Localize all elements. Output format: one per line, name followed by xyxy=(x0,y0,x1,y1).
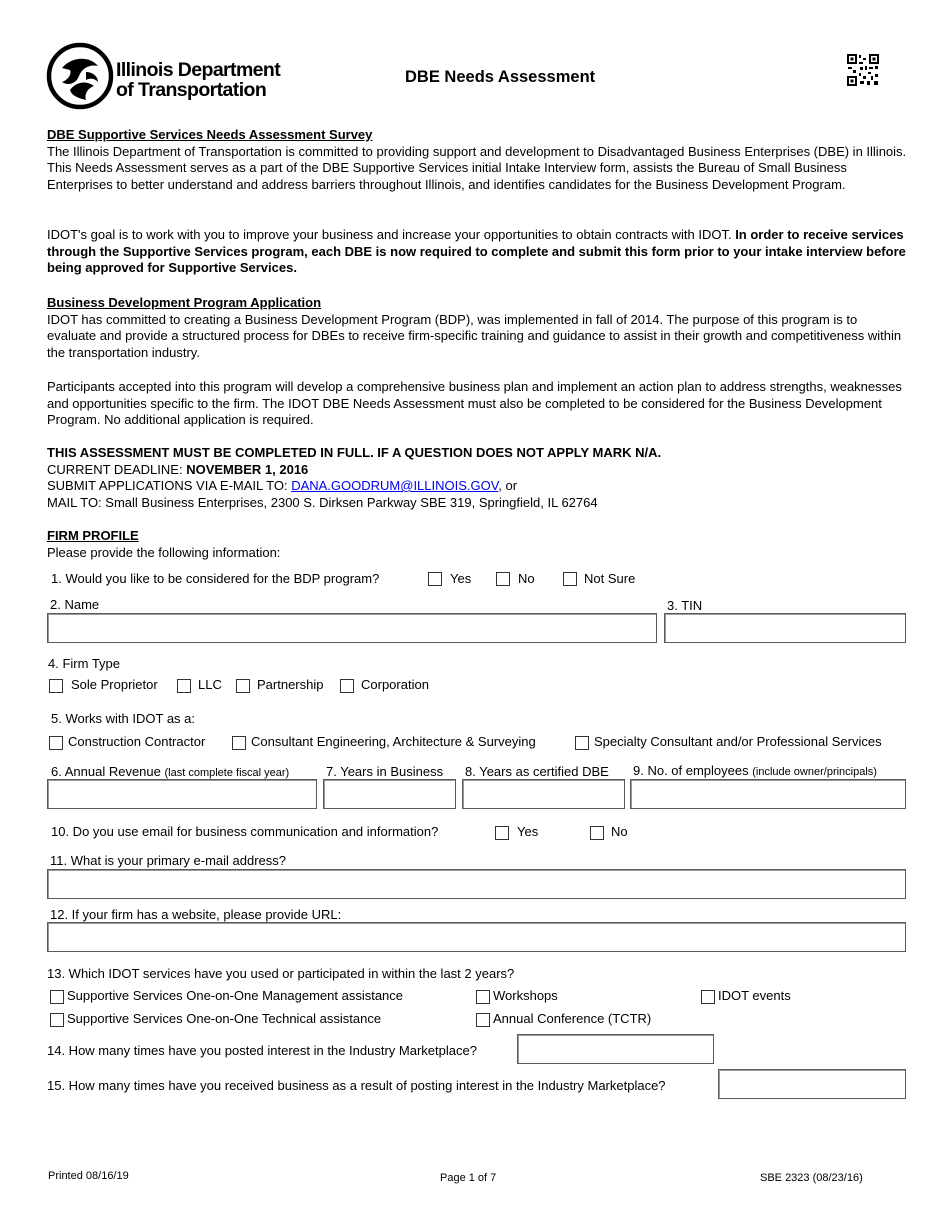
q13-conference-checkbox[interactable] xyxy=(476,1013,490,1027)
marketplace-business-field[interactable] xyxy=(718,1069,906,1099)
agency-line-1: Illinois Department xyxy=(116,59,281,81)
agency-line-2: of Transportation xyxy=(116,79,267,101)
email-suffix: , or xyxy=(498,478,518,493)
q12-label: 12. If your firm has a website, please provide URL: xyxy=(50,907,342,922)
q7-label: 7. Years in Business xyxy=(326,764,444,779)
years-in-business-field[interactable] xyxy=(323,779,456,809)
firm-profile-section xyxy=(47,528,907,561)
q13-idot-events-label: IDOT events xyxy=(718,988,791,1003)
q3-label: 3. TIN xyxy=(667,598,703,613)
q5-consultant-label: Consultant Engineering, Architecture & Surveying xyxy=(251,734,536,749)
q9-label-text: 9. No. of employees xyxy=(633,763,753,778)
idot-logo-icon xyxy=(46,42,114,110)
bdp-paragraph-2: Participants accepted into this program will develop a comprehensive business plan and implement an action plan to address strengths, weaknesses and opportunities specific to the firm. The IDOT DBE Needs Assessment must also be completed to be considered for the Business Development Program. No additional application is required. xyxy=(47,379,902,427)
q13-workshops-label: Workshops xyxy=(493,988,558,1003)
q4-sole-proprietor-checkbox[interactable] xyxy=(49,679,63,693)
q1-no-label: No xyxy=(518,571,535,586)
tin-field[interactable] xyxy=(664,613,906,643)
q4-label: 4. Firm Type xyxy=(48,656,121,671)
printed-date: Printed 08/16/19 xyxy=(48,1170,129,1182)
q5-consultant-checkbox[interactable] xyxy=(232,736,246,750)
q1-yes-label: Yes xyxy=(450,571,472,586)
intro-heading: DBE Supportive Services Needs Assessment Survey xyxy=(47,127,373,142)
number-of-employees-field[interactable] xyxy=(630,779,906,809)
q1-not-sure-label: Not Sure xyxy=(584,571,636,586)
q15-label: 15. How many times have you received business as a result of posting interest in the Industry Marketplace? xyxy=(47,1078,666,1093)
q1-yes-checkbox[interactable] xyxy=(428,572,442,586)
q9-note: (include owner/principals) xyxy=(752,766,877,778)
q13-conference-label: Annual Conference (TCTR) xyxy=(493,1011,652,1026)
q4-llc-checkbox[interactable] xyxy=(177,679,191,693)
deadline-value: NOVEMBER 1, 2016 xyxy=(186,461,309,477)
q4-corporation-checkbox[interactable] xyxy=(340,679,354,693)
q10-no-label: No xyxy=(611,824,628,839)
website-url-field[interactable] xyxy=(47,922,906,952)
q13-label: 13. Which IDOT services have you used or participated in within the last 2 years? xyxy=(47,966,515,981)
q5-specialty-checkbox[interactable] xyxy=(575,736,589,750)
q10-no-checkbox[interactable] xyxy=(590,826,604,840)
deadline-line xyxy=(47,462,907,479)
q13-technical-checkbox[interactable] xyxy=(50,1013,64,1027)
q13-technical-label: Supportive Services One-on-One Technical assistance xyxy=(67,1011,382,1026)
q4-llc-label: LLC xyxy=(198,677,222,692)
firm-instructions: Please provide the following information: xyxy=(47,544,281,560)
marketplace-posts-field[interactable] xyxy=(517,1034,714,1064)
intro-paragraph-2 xyxy=(47,227,907,277)
email-line xyxy=(47,478,907,495)
intro-paragraph-1: The Illinois Department of Transportation is committed to providing support and development to Disadvantaged Business Enterprises (DBE) in Illinois. This Needs Assessment serves as a part of the DBE Supportive Services initial Intake Interview form, assists the Bureau of Small Business Enterprises to better understand and address barriers throughout Illinois, and identifies candidates for the Business Development Program. xyxy=(47,143,907,192)
q14-label: 14. How many times have you posted interest in the Industry Marketplace? xyxy=(47,1043,477,1058)
notice-section xyxy=(47,445,907,511)
bdp-paragraph-1: IDOT has committed to creating a Business Development Program (BDP), was implemented in fall of 2014. The purpose of this program is to evaluate and provide a structured process for DBEs to receive firm-specific training and guidance to assist in their growth and competitiveness within the transportation industry. xyxy=(47,311,902,360)
q6-note: (last complete fiscal year) xyxy=(164,767,290,779)
intro-paragraph-2-plain: IDOT's goal is to work with you to improve your business and increase your opportunities to obtain contracts with IDOT. xyxy=(47,227,736,242)
submit-email-link[interactable]: DANA.GOODRUM@ILLINOIS.GOV xyxy=(291,478,499,493)
bdp-heading: Business Development Program Application xyxy=(47,295,322,310)
q5-construction-checkbox[interactable] xyxy=(49,736,63,750)
q4-corporation-label: Corporation xyxy=(361,677,429,692)
q5-specialty-label: Specialty Consultant and/or Professional Services xyxy=(594,734,882,749)
q1-label: 1. Would you like to be considered for the BDP program? xyxy=(51,571,380,586)
firm-name-field[interactable] xyxy=(47,613,657,643)
primary-email-field[interactable] xyxy=(47,869,906,899)
intro-paragraph-2-bold: In order to receive services through the Supportive Services program, each DBE is now required to complete and submit this form prior to your intake interview before being approved for Supportive Services. xyxy=(47,227,906,275)
q5-construction-label: Construction Contractor xyxy=(68,734,206,749)
q10-label: 10. Do you use email for business communication and information? xyxy=(51,824,439,839)
q1-no-checkbox[interactable] xyxy=(496,572,510,586)
intro-section xyxy=(47,127,907,193)
q13-idot-events-checkbox[interactable] xyxy=(701,990,715,1004)
mail-address: MAIL TO: Small Business Enterprises, 2300 S. Dirksen Parkway SBE 319, Springfield, IL 62764 xyxy=(47,494,598,510)
q13-management-label: Supportive Services One-on-One Management assistance xyxy=(67,988,404,1003)
q13-workshops-checkbox[interactable] xyxy=(476,990,490,1004)
must-complete-notice: THIS ASSESSMENT MUST BE COMPLETED IN FULL. IF A QUESTION DOES NOT APPLY MARK N/A. xyxy=(47,445,662,460)
q1-not-sure-checkbox[interactable] xyxy=(563,572,577,586)
qr-code-icon xyxy=(847,54,879,86)
q8-label: 8. Years as certified DBE xyxy=(465,764,609,779)
q6-label-text: 6. Annual Revenue xyxy=(51,764,165,779)
deadline-label: CURRENT DEADLINE: xyxy=(47,461,187,477)
q9-label xyxy=(633,763,877,781)
q13-management-checkbox[interactable] xyxy=(50,990,64,1004)
q4-sole-proprietor-label: Sole Proprietor xyxy=(71,677,158,692)
q10-yes-checkbox[interactable] xyxy=(495,826,509,840)
q4-partnership-checkbox[interactable] xyxy=(236,679,250,693)
q11-label: 11. What is your primary e-mail address? xyxy=(50,853,287,868)
form-id: SBE 2323 (08/23/16) xyxy=(760,1172,863,1184)
firm-profile-heading: FIRM PROFILE xyxy=(47,528,139,543)
annual-revenue-field[interactable] xyxy=(47,779,317,809)
q4-partnership-label: Partnership xyxy=(257,677,324,692)
page-number: Page 1 of 7 xyxy=(440,1172,497,1184)
years-certified-dbe-field[interactable] xyxy=(462,779,625,809)
page-title: DBE Needs Assessment xyxy=(405,68,596,86)
bdp-section xyxy=(47,295,907,361)
q2-label: 2. Name xyxy=(50,597,100,612)
q5-label: 5. Works with IDOT as a: xyxy=(51,711,196,726)
email-label: SUBMIT APPLICATIONS VIA E-MAIL TO: xyxy=(47,478,292,493)
agency-name xyxy=(116,60,280,100)
q10-yes-label: Yes xyxy=(517,824,539,839)
